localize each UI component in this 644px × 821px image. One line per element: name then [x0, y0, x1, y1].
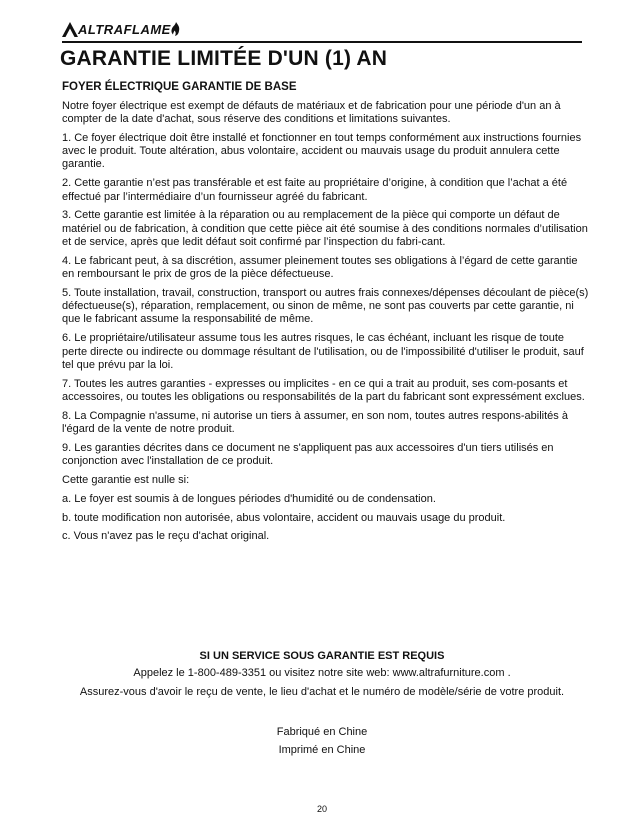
void-item: c. Vous n'avez pas le reçu d'achat original. — [62, 530, 270, 543]
made-in: Fabriqué en Chine — [276, 726, 368, 738]
intro-paragraph: Notre foyer électrique est exempt de défauts de matériaux et de fabrication pour une période d'un an à compter de la date d'achat, sous réserve des conditions et limitations suivantes. — [62, 99, 561, 126]
void-intro: Cette garantie est nulle si: — [62, 473, 190, 486]
void-item: b. toute modification non autorisée, abus volontaire, accident ou mauvais usage du produit. — [62, 511, 506, 524]
section-subtitle: FOYER ÉLECTRIQUE GARANTIE DE BASE — [62, 81, 297, 93]
warranty-body — [62, 81, 590, 549]
service-requirements: Assurez-vous d'avoir le reçu de vente, le lieu d'achat et le numéro de modèle/série de votre produit. — [79, 686, 565, 698]
flame-icon — [171, 22, 181, 36]
condition-item: 3. Cette garantie est limitée à la réparation ou au remplacement de la pièce qui comporte un défaut de matériel ou de fabrication, à condition que cette pièce ait été soumise à des conditions normales d’utilisation et de service, après que ledit défaut soit confirmé par l’inspection du fabri-cant. — [62, 209, 588, 248]
page-number: 20 — [316, 804, 327, 814]
condition-item: 1. Ce foyer électrique doit être installé et fonctionner en tout temps conformément aux instructions fournies avec le produit. Toute altération, abus volontaire, accident ou mauvais usage du produit annulera cette garantie. — [62, 131, 582, 171]
header-rule — [62, 41, 582, 43]
brand-a-triangle-icon — [62, 22, 78, 37]
header — [62, 18, 582, 43]
brand-logo — [62, 18, 582, 40]
condition-item: 5. Toute installation, travail, construction, transport ou autres frais connexes/dépenses découlant de pièce(s) défectueuse(s), réparation, remplacement, ou sinon de même, ne sont pas couverts par cette garantie, ni que le fabricant assume la responsabilité de même. — [62, 286, 589, 326]
condition-item: 8. La Compagnie n'assume, ni autorise un tiers à assumer, en son nom, toutes autres respons-abilités à l'égard de la vente de notre produit. — [62, 409, 568, 436]
service-contact: Appelez le 1-800-489-3351 ou visitez notre site web: www.altrafurniture.com . — [133, 667, 511, 679]
brand-name: ALTRAFLAME — [78, 21, 171, 37]
printed-in: Imprimé en Chine — [278, 744, 366, 756]
condition-item: 9. Les garanties décrites dans ce document ne s'appliquent pas aux accessoires d'un tiers utilisés en conjonction avec l'installation de ce produit. — [62, 441, 554, 468]
condition-item: 6. Le propriétaire/utilisateur assume tous les autres risques, le cas échéant, incluant les risque de toute perte directe ou indirecte ou dommage résultant de l'utilisation, ou de l'impossibilité d'utiliser le produit, sauf tel que prévu par la loi. — [62, 332, 584, 371]
condition-item: 4. Le fabricant peut, à sa discrétion, assumer pleinement toutes ses obligations à l’égard de cette garantie en remboursant le prix de gros de la pièce défectueuse. — [62, 254, 578, 281]
service-title: SI UN SERVICE SOUS GARANTIE EST REQUIS — [199, 650, 445, 662]
void-item: a. Le foyer est soumis à de longues périodes d'humidité ou de condensation. — [62, 492, 436, 505]
page-title: GARANTIE LIMITÉE D'UN (1) AN — [60, 47, 388, 70]
condition-item: 7. Toutes les autres garanties - expresses ou implicites - en ce qui a trait au produit, ses com-posants et accessoires, ou toutes les obligations ou responsabilités de la part du fabricant sont expressément exclues. — [62, 377, 585, 403]
condition-item: 2. Cette garantie n’est pas transférable et est faite au propriétaire d’origine, à condition que l’achat a été effectué par l’intermédiaire d’un fournisseur agréé du fabricant. — [62, 177, 568, 203]
